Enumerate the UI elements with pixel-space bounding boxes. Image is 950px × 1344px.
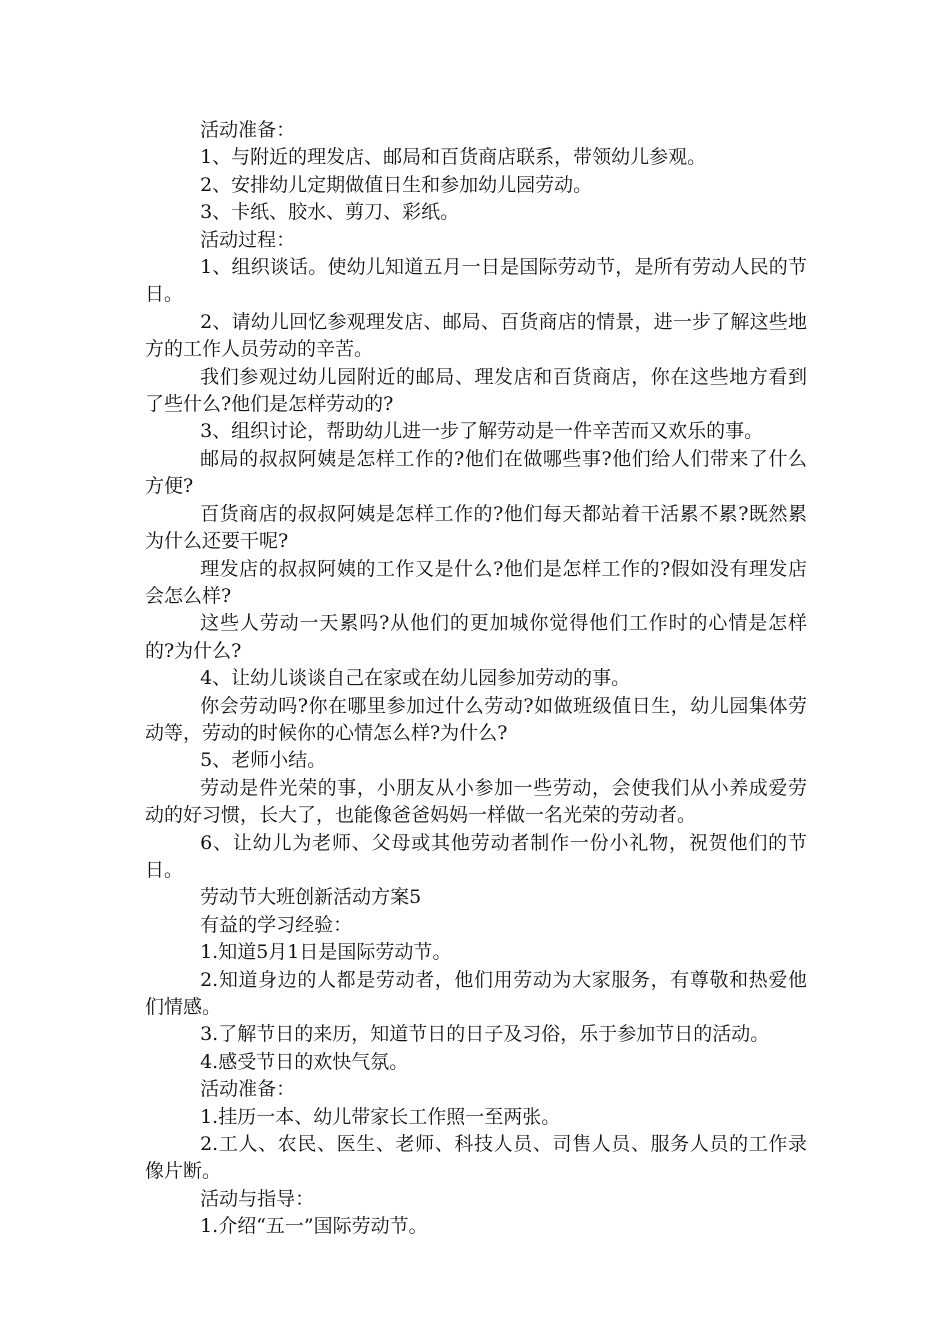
paragraph: 1.知道5月1日是国际劳动节。: [200, 941, 452, 964]
paragraph: 1、与附近的理发店、邮局和百货商店联系，带领幼儿参观。: [200, 146, 707, 169]
paragraph: 4.感受节日的欢快气氛。: [200, 1050, 409, 1073]
paragraph: 这些人劳动一天累吗?从他们的更加城你觉得他们工作时的心情是怎样的?为什么?: [145, 612, 807, 662]
section-heading: 劳动节大班创新活动方案5: [200, 886, 422, 909]
paragraph: 活动与指导：: [200, 1187, 315, 1210]
paragraph: 劳动是件光荣的事，小朋友从小参加一些劳动，会使我们从小养成爱劳动的好习惯，长大了，也能像爸爸妈妈一样做一名光荣的劳动者。: [145, 776, 807, 827]
paragraph: 活动过程：: [200, 228, 296, 251]
paragraph: 6、让幼儿为老师、父母或其他劳动者制作一份小礼物，祝贺他们的节日。: [145, 831, 807, 881]
paragraph: 4、让幼儿谈谈自己在家或在幼儿园参加劳动的事。: [200, 667, 631, 690]
paragraph: 3、组织讨论，帮助幼儿进一步了解劳动是一件辛苦而又欢乐的事。: [200, 420, 764, 443]
paragraph: 2、安排幼儿定期做值日生和参加幼儿园劳动。: [200, 173, 593, 196]
paragraph: 1.介绍“五一”国际劳动节。: [200, 1215, 428, 1238]
paragraph: 2.工人、农民、医生、老师、科技人员、司售人员、服务人员的工作录像片断。: [145, 1133, 807, 1183]
paragraph: 活动准备：: [200, 119, 296, 141]
paragraph: 你会劳动吗?你在哪里参加过什么劳动?如做班级值日生，幼儿园集体劳动等，劳动的时候你的心情怎么样?为什么?: [145, 694, 807, 744]
document-page: [145, 117, 807, 1241]
paragraph: 有益的学习经验：: [200, 913, 353, 936]
paragraph: 理发店的叔叔阿姨的工作又是什么?他们是怎样工作的?假如没有理发店会怎么样?: [145, 557, 807, 607]
paragraph: 3、卡纸、胶水、剪刀、彩纸。: [200, 201, 460, 224]
paragraph: 1、组织谈话。使幼儿知道五月一日是国际劳动节，是所有劳动人民的节日。: [145, 256, 807, 306]
paragraph: 3.了解节日的来历，知道节日的日子及习俗，乐于参加节日的活动。: [200, 1023, 770, 1046]
paragraph: 邮局的叔叔阿姨是怎样工作的?他们在做哪些事?他们给人们带来了什么方便?: [145, 447, 807, 498]
paragraph: 5、老师小结。: [200, 749, 327, 772]
paragraph: 2.知道身边的人都是劳动者，他们用劳动为大家服务，有尊敬和热爱他们情感。: [145, 968, 807, 1018]
paragraph: 活动准备：: [200, 1078, 296, 1101]
paragraph: 百货商店的叔叔阿姨是怎样工作的?他们每天都站着干活累不累?既然累为什么还要干呢?: [145, 502, 807, 553]
paragraph: 我们参观过幼儿园附近的邮局、理发店和百货商店，你在这些地方看到了些什么?他们是怎样劳动的?: [145, 365, 807, 416]
paragraph: 2、请幼儿回忆参观理发店、邮局、百货商店的情景，进一步了解这些地方的工作人员劳动的辛苦。: [145, 310, 807, 361]
paragraph: 1.挂历一本、幼儿带家长工作照一至两张。: [200, 1105, 561, 1128]
